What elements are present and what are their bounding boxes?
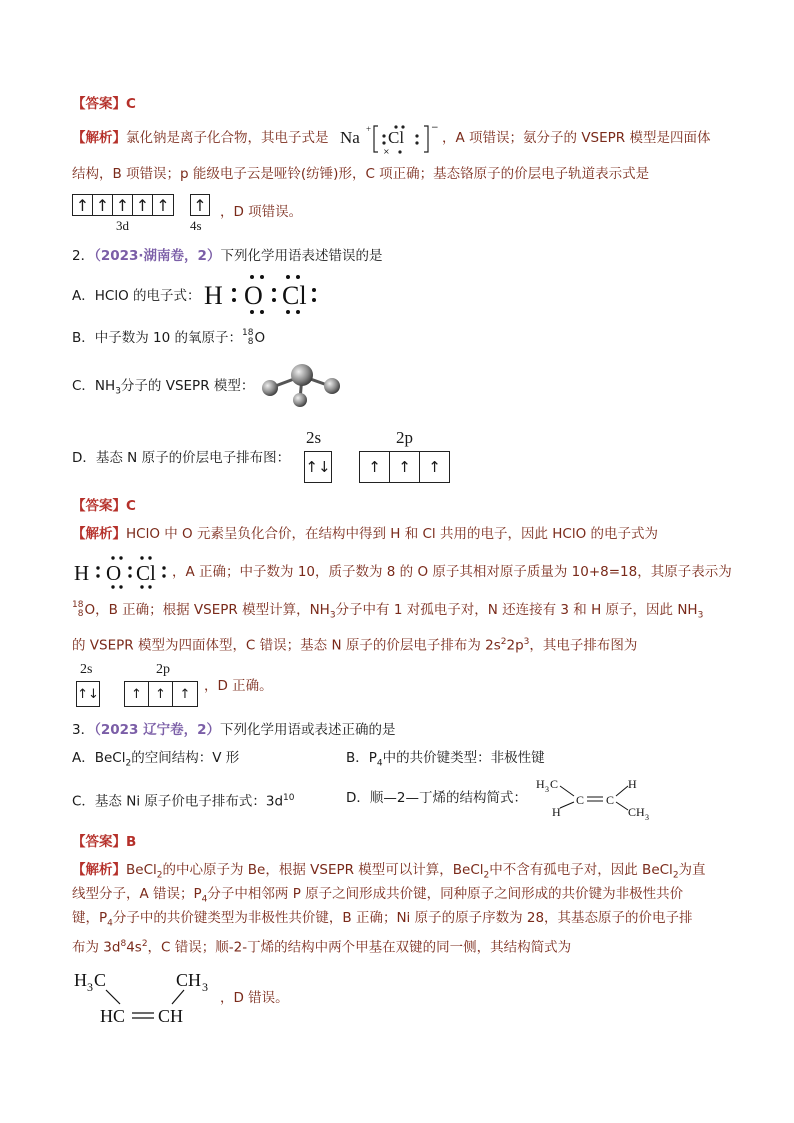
svg-text:C: C [606, 793, 615, 807]
q2-option-b: B．中子数为 10 的氧原子：18 8O [72, 328, 266, 347]
q1-analysis-line1b: ，A 项错误；氨分子的 VSEPR 模型是四面体 [442, 130, 711, 146]
svg-text:×: × [383, 147, 390, 156]
svg-text:Cl: Cl [136, 561, 156, 585]
nacl-electron-formula: Na + × − Cl [340, 123, 439, 156]
svg-text:HC: HC [100, 1006, 126, 1026]
q2-analysis-line2: ，A 正确；中子数为 10，质子数为 8 的 O 原子其相对原子质量为 10+8=18，其原子表示为 [172, 564, 732, 580]
label-2s: 2s [306, 428, 322, 447]
svg-text:3: 3 [545, 785, 549, 794]
svg-text:C: C [94, 970, 107, 990]
q3-analysis-line4: 布为 $3d^84s^2$，C 错误；顺-2-丁烯的结构中两个甲基在双键的同一侧，其结构简式为 [72, 939, 572, 956]
q1-tail: ，D 项错误。 [220, 204, 303, 220]
q3-answer: B [126, 834, 137, 850]
q3-analysis-tail: ，D 错误。 [220, 990, 289, 1006]
svg-text:CH: CH [628, 805, 645, 819]
q2-option-a: A．HClO 的电子式： [72, 288, 201, 304]
svg-text:O: O [244, 281, 263, 310]
q1-analysis-line2: 结构，B 项错误；p 能级电子云是哑铃(纺锤)形，C 项正确；基态铬原子的价层电子轨道表示式是 [72, 166, 650, 182]
svg-text:Cl: Cl [282, 281, 307, 310]
q2-analysis-line3: 18 8O，B 正确；根据 VSEPR 模型计算，$NH_3$分子中有 1 对孤电子对，N 还连接有 3 和 H 原子，因此 $NH_3$ [72, 600, 704, 621]
q2-analysis-line1: 【解析】HClO 中 O 元素呈负化合价，在结构中得到 H 和 Cl 共用的电子，因此 HClO 的电子式为 [72, 526, 658, 542]
label-2p-small: 2p [156, 662, 170, 677]
svg-text:CH: CH [158, 1006, 184, 1026]
svg-text:C: C [576, 793, 585, 807]
cr-3d-orbitals: ↑ ↑ ↑ ↑ ↑ [72, 194, 174, 216]
label-2s-small: 2s [80, 662, 93, 677]
q2-answer: C [126, 498, 136, 514]
q3-analysis-line3: 键，$P_4$分子中的共价键类型为非极性共价键，B 正确；Ni 原子的原子序数为 28，其基态原子的价电子排 [72, 910, 693, 929]
svg-text:CH: CH [176, 970, 202, 990]
svg-text:C: C [550, 777, 559, 791]
q3-option-c: C．基态 Ni 原子价电子排布式：$3d^{10}$ [72, 793, 295, 810]
q1-answer: C [126, 96, 136, 112]
q3-analysis-line1: 【解析】BeCl$_2$的中心原子为 Be，根据 VSEPR 模型可以计算，BeCl$_2$中不含有孤电子对，因此 BeCl$_2$为直 [72, 862, 706, 881]
q2-option-d: D．基态 N 原子的价层电子排布图： [72, 450, 291, 466]
q3-stem: 3．（2023 辽宁卷，2）下列化学用语或表述正确的是 [72, 722, 396, 738]
q3-answer-line: 【答案】B [72, 834, 137, 850]
label-4s: 4s [190, 218, 202, 233]
q2-answer-line: 【答案】C [72, 498, 136, 514]
hclo-electron-formula-small-icon [72, 554, 172, 590]
q2-analysis-tail: ，D 正确。 [204, 678, 273, 694]
label-2p: 2p [396, 428, 413, 447]
n-2p-orbitals: ↑ ↑ ↑ [359, 451, 450, 483]
svg-text:H: H [552, 805, 561, 819]
q3-option-d: D．顺—2—丁烯的结构简式： [346, 790, 527, 806]
svg-text:H: H [204, 281, 223, 310]
q2-stem: 2．（2023·湖南卷，2）下列化学用语表述错误的是 [72, 248, 383, 264]
n-2s-orbital: ↑↓ [304, 451, 332, 483]
svg-text:H: H [74, 970, 87, 990]
q2-analysis-line4: 的 VSEPR 模型为四面体型，C 错误；基态 N 原子的价层电子排布为 $2s^22p^3$，其电子排布图为 [72, 637, 638, 654]
q3-option-b: B．$P_4$中的共价键类型：非极性键 [346, 750, 545, 769]
svg-text:3: 3 [202, 980, 208, 994]
svg-text:3: 3 [645, 813, 649, 822]
cis-2-butene-condensed-icon [72, 966, 222, 1026]
n-2s-orbital-small: ↑↓ [76, 681, 100, 707]
nh3-vsepr-model-icon [256, 362, 346, 408]
hclo-electron-formula-icon [202, 272, 322, 314]
svg-text:−: − [431, 123, 439, 133]
n-2p-orbitals-small: ↑ ↑ ↑ [124, 681, 198, 707]
q3-analysis-line2: 线型分子，A 错误；$P_4$分子中相邻两 P 原子之间形成共价键，同种原子之间形成的共价键为非极性共价 [72, 886, 684, 905]
q3-option-a: A．BeCl$_2$的空间结构：V 形 [72, 750, 240, 769]
cr-4s-orbital: ↑ [190, 194, 210, 216]
svg-text:H: H [536, 777, 545, 791]
q1-answer-line: 【答案】C [72, 96, 136, 112]
cis-2-butene-structure-icon [532, 772, 662, 822]
q2-option-c: C．$NH_3$分子的 VSEPR 模型： [72, 378, 255, 397]
svg-text:H: H [628, 777, 637, 791]
svg-text:3: 3 [87, 980, 93, 994]
q1-analysis-line1: 【解析】氯化钠是离子化合物，其电子式是 [72, 130, 329, 146]
svg-text:H: H [74, 561, 90, 585]
svg-text:O: O [106, 561, 122, 585]
label-3d: 3d [116, 218, 129, 233]
